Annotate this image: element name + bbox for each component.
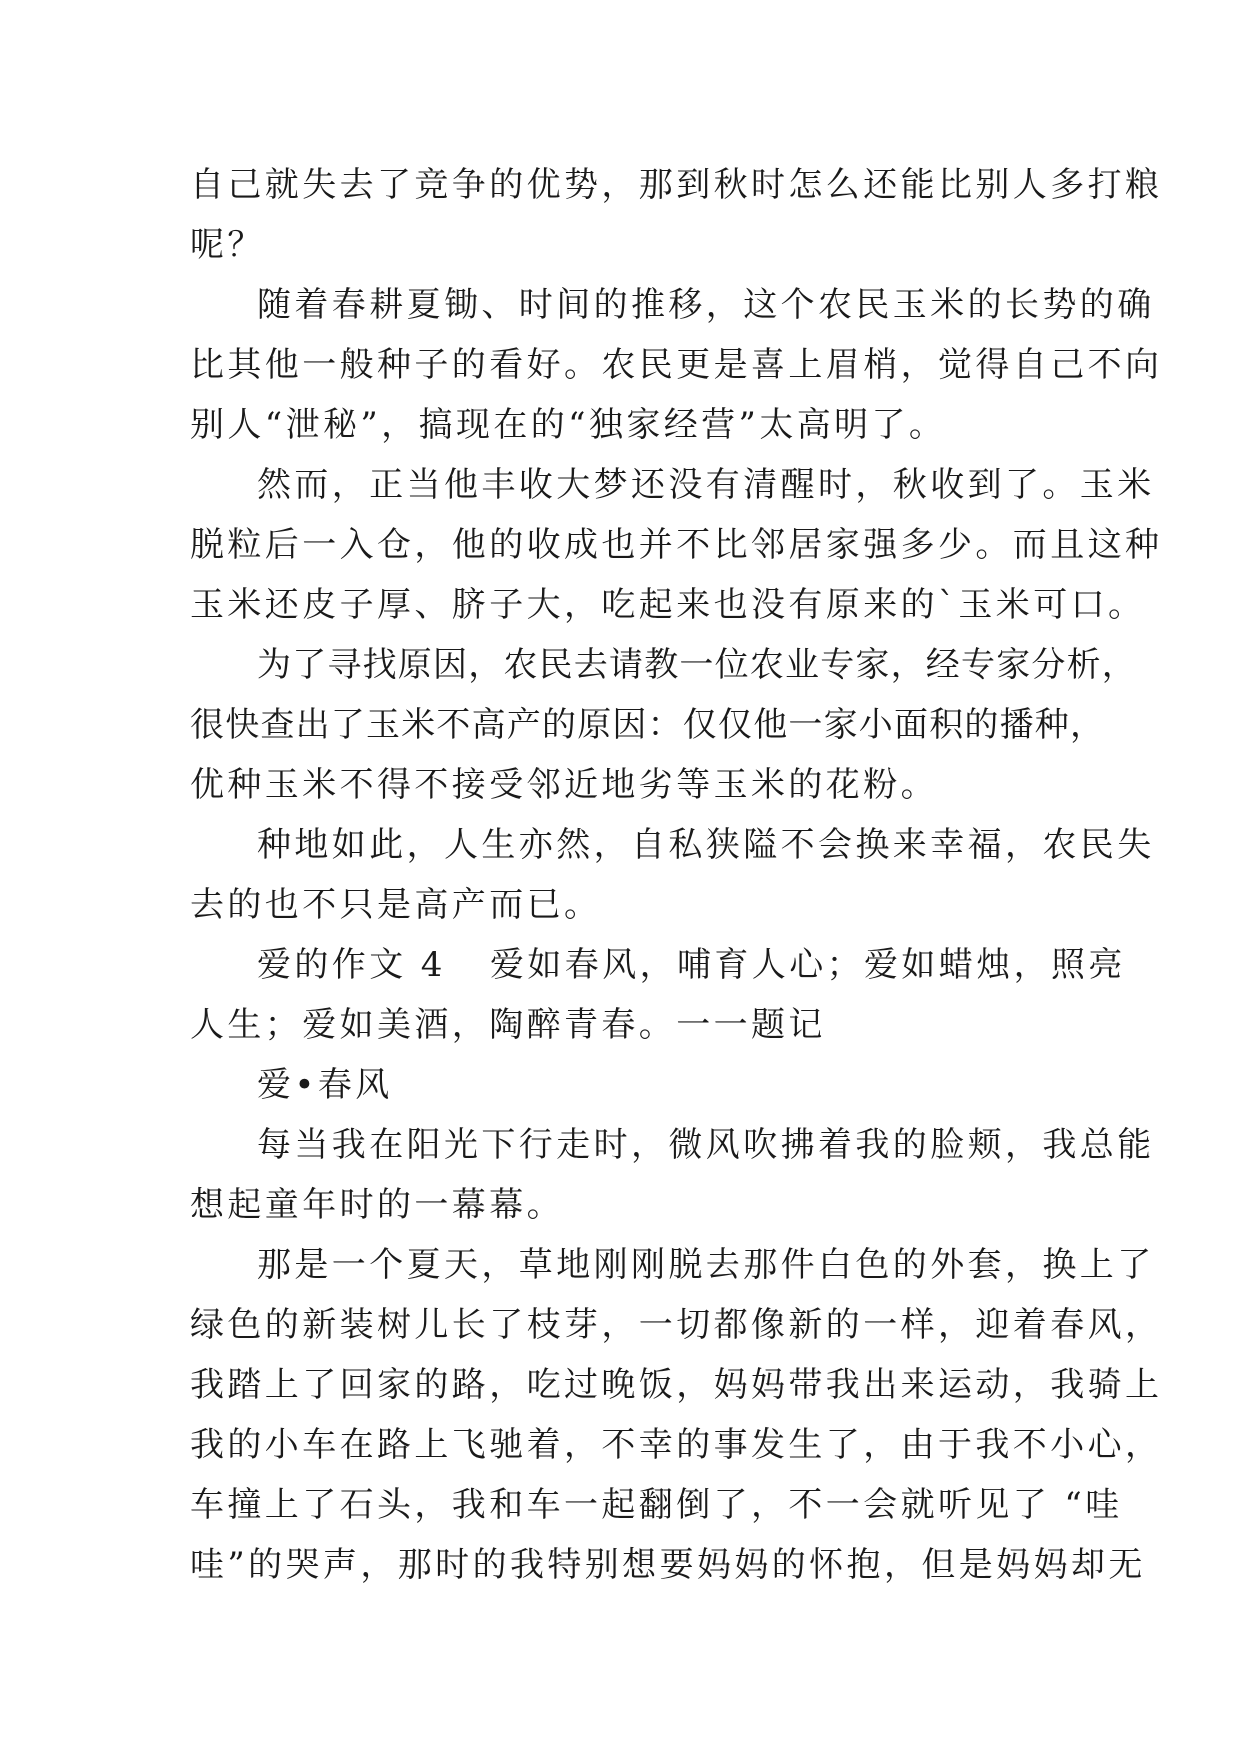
line-text: 每当我在阳光下行走时，微风吹拂着我的脸颊，我总能 [257,1125,1155,1165]
text-line [0,815,1241,875]
text-line [0,635,1241,695]
text-line [0,1355,1241,1415]
text-line [0,695,1241,755]
line-text: 车撞上了石头，我和车一起翻倒了，不一会就听见了 “哇 [190,1485,1123,1525]
text-line [0,1415,1241,1475]
line-text: 绿色的新装树儿长了枝芽，一切都像新的一样，迎着春风， [190,1305,1163,1345]
text-line [0,575,1241,635]
text-line [0,1475,1241,1535]
text-line [0,875,1241,935]
line-text: 人生；爱如美酒，陶醉青春。一一题记 [190,1005,826,1045]
line-text: 然而，正当他丰收大梦还没有清醒时，秋收到了。玉米 [257,465,1155,505]
text-line [0,1055,1241,1115]
text-line [0,515,1241,575]
section-heading: 爱的作文 4 [257,945,446,985]
line-text: 去的也不只是高产而已。 [190,885,602,925]
line-text: 自己就失去了竞争的优势，那到秋时怎么还能比别人多打粮 [190,165,1163,205]
text-line [0,935,1241,995]
line-text: 哇”的哭声，那时的我特别想要妈妈的怀抱，但是妈妈却无 [190,1545,1146,1585]
text-line [0,1295,1241,1355]
text-line [0,1175,1241,1235]
text-line [0,395,1241,455]
line-text: 随着春耕夏锄、时间的推移，这个农民玉米的长势的确 [257,285,1155,325]
text-line [0,275,1241,335]
text-line [0,215,1241,275]
text-line [0,335,1241,395]
text-line [0,1235,1241,1295]
text-line [0,155,1241,215]
line-text: 优种玉米不得不接受邻近地劣等玉米的花粉。 [190,765,938,805]
subheading: 爱•春风 [257,1065,393,1105]
text-line [0,1535,1241,1595]
line-text: 别人“泄秘”，搞现在的“独家经营”太高明了。 [190,405,947,445]
line-text: 那是一个夏天，草地刚刚脱去那件白色的外套，换上了 [257,1245,1155,1285]
text-line [0,755,1241,815]
line-text: 我踏上了回家的路，吃过晚饭，妈妈带我出来运动，我骑上 [190,1365,1163,1405]
line-text: 呢？ [190,225,265,265]
line-text: 比其他一般种子的看好。农民更是喜上眉梢，觉得自己不向 [190,345,1163,385]
text-line [0,1115,1241,1175]
line-text: 种地如此，人生亦然，自私狭隘不会换来幸福，农民失 [257,825,1155,865]
line-text: 脱粒后一入仓，他的收成也并不比邻居家强多少。而且这种 [190,525,1163,565]
line-text: 为了寻找原因，农民去请教一位农业专家，经专家分析， [257,645,1137,685]
line-text: 爱如春风，哺育人心；爱如蜡烛，照亮 [490,945,1126,985]
line-text: 我的小车在路上飞驰着，不幸的事发生了，由于我不小心， [190,1425,1163,1465]
text-line [0,455,1241,515]
text-line [0,995,1241,1055]
line-text: 玉米还皮子厚、脐子大，吃起来也没有原来的`玉米可口。 [190,585,1146,625]
line-text: 很快查出了玉米不高产的原因：仅仅他一家小面积的播种， [190,705,1106,745]
line-text: 想起童年时的一幕幕。 [190,1185,564,1225]
